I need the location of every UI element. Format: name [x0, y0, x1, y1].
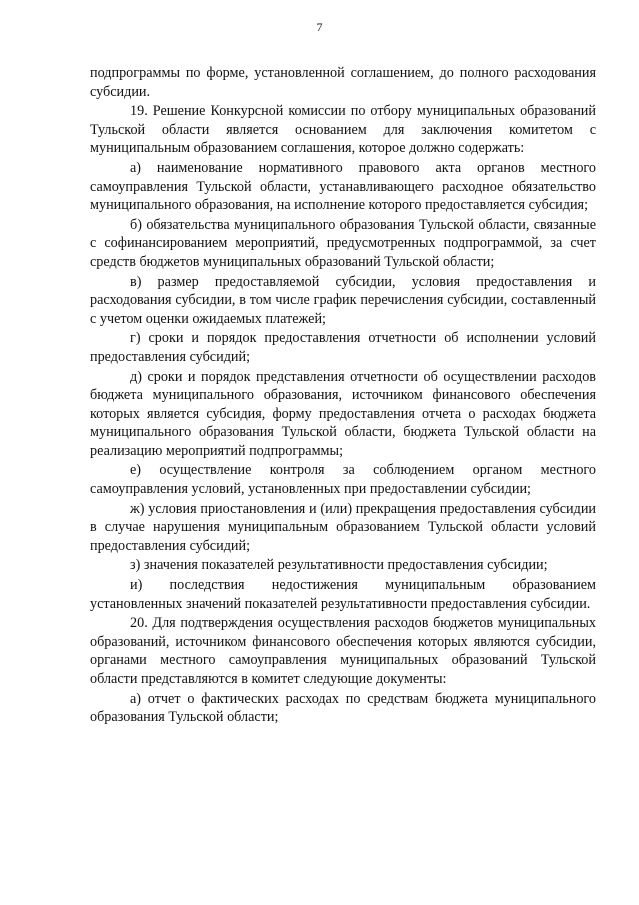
paragraph-19-e: е) осуществление контроля за соблюдением органом местного самоуправления условий, установленных при предоставлении субсидии; — [90, 462, 596, 498]
paragraph-19-i: и) последствия недостижения муниципальным образованием установленных значений показателей результативности предоставления субсидии. — [90, 577, 596, 612]
paragraph-19-d: д) сроки и порядок представления отчетности об осуществлении расходов бюджета муниципального образования, источником финансового обеспечения которых является субсидия, форму предоставления отчета о расходах бюджета муниципального образования Тульской области, бюджета Тульской области на реализацию мероприятий подпрограммы; — [90, 368, 596, 459]
paragraph-19-g: г) сроки и порядок предоставления отчетности об исполнении условий предоставления субсидий; — [90, 330, 596, 365]
document-body — [90, 64, 596, 728]
paragraph-19-zh: ж) условия приостановления и (или) прекращения предоставления субсидии в случае нарушения муниципальным образованием Тульской области условий предоставления субсидий; — [90, 500, 596, 554]
paragraph-item-20: 20. Для подтверждения осуществления расходов бюджетов муниципальных образований, источником финансового обеспечения которых являются субсидии, органами местного самоуправления муниципальных образований Тульской области представляются в комитет следующие документы: — [90, 615, 596, 687]
paragraph-19-a: а) наименование нормативного правового акта органов местного самоуправления Тульской области, устанавливающего расходное обязательство муниципального образования, на исполнение которого предоставляется субсидия; — [90, 159, 596, 214]
paragraph-19-v: в) размер предоставляемой субсидии, условия предоставления и расходования субсидии, в том числе график перечисления субсидии, составленный с учетом оценки ожидаемых платежей; — [90, 273, 596, 327]
paragraph-continuation: подпрограммы по форме, установленной соглашением, до полного расходования субсидии. — [90, 65, 596, 100]
paragraph-19-b: б) обязательства муниципального образования Тульской области, связанные с софинансированием мероприятий, предусмотренных подпрограммой, за счет средств бюджетов муниципальных образований Тульской области; — [90, 216, 596, 270]
paragraph-19-z: з) значения показателей результативности предоставления субсидии; — [130, 557, 548, 574]
page-number: 7 — [316, 20, 323, 34]
paragraph-20-a: а) отчет о фактических расходах по средствам бюджета муниципального образования Тульской области; — [90, 690, 596, 726]
paragraph-item-19: 19. Решение Конкурсной комиссии по отбору муниципальных образований Тульской области является основанием для заключения комитетом с муниципальным образованием соглашения, которое должно содержать: — [90, 103, 596, 157]
